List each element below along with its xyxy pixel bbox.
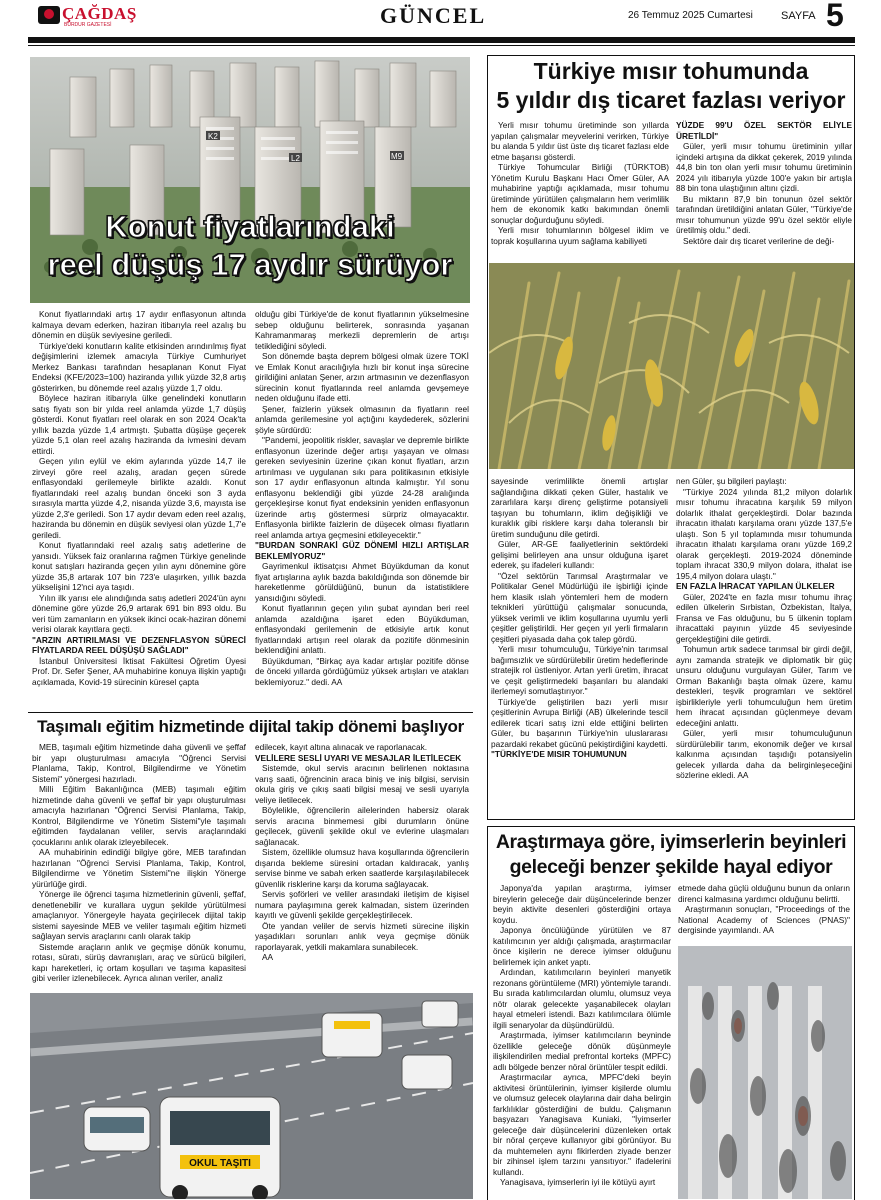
brain-article-col1 [493,883,671,1199]
corn-article-col3 [491,476,668,806]
article-paragraph: Milli Eğitim Bakanlığınca (MEB) taşımalı eğitim hizmetinde daha güvenli ve şeffaf bir yapı oluşturulması amacıyla hazırlanan "Öğrenci Servisi Planlama, Takip, Kontrol, Bilgilendirme ve Yönetim Sistemi"yle taşımalı eğitimden faydalanan veliler, servis araçlarındaki çocuklarını anlık olarak izleyebilecek. [32,784,246,847]
housing-headline-line1: Konut fiyatlarındaki [105,209,395,244]
building-label-m9: M9 [391,152,403,161]
corn-photo [489,263,854,469]
article-subheading: "ARZIN ARTIRILMASI VE DEZENFLASYON SÜRECİ FİYATLARDA REEL DÜŞÜŞÜ SAĞLADI" [32,634,246,655]
article-paragraph: Araştırmacılar ayrıca, MPFC'deki beyin aktivitesi örüntülerinin, iyimser kişilerde olumlu ve olumsuz gelecek olaylarına dair daha belirgin farklılıklar gösterdiğini de buldu. Çalışmanın başyazarı Yanagisava Kuniaki, "İyimserler geleceğe dair düşüncelerini düzenleken ortak bir nöral çerçeve kullanıyor gibi görünüyor. Bu da muhtemelen aynı fikirlerden ziyade benzer bir zihinsel işlem tarzını yansıtıyor." ifadelerini kullandı. [493,1072,671,1177]
header-rule-thin [28,45,855,46]
brain-article-col2 [678,883,850,943]
brain-headline-line1: Araştırmaya göre, iyimserlerin beyinleri [495,831,847,853]
school-bus-sign: OKUL TAŞITI [189,1158,251,1169]
article-paragraph: Yılın ilk yarısı ele alındığında satış adetleri 2024'ün aynı dönemine göre yüzde 26,9 artarak 691 bin 893 oldu. Bu veri tüm zamanların en yüksek ikinci ocak-haziran dönemi verisi olarak kayıtlara geçti. [32,592,246,634]
building-label-l2: L2 [291,154,300,163]
article-paragraph: AA muhabirinin edindiği bilgiye göre, MEB tarafından hazırlanan "Öğrenci Servisi Planlama, Takip, Kontrol, Bilgilendirme ve Yönetim Sistemi"ne ilişkin Yönerge yürürlüğe girdi. [32,847,246,889]
corn-article-col2 [676,120,852,262]
article-paragraph: Gayrimenkul iktisatçısı Ahmet Büyükduman da konut fiyat artışlarına aylık bazda bakıldığında son dönemde bir hareketlenme görüldüğünü, bunun da istatistiklere yansıdığını söyledi. [255,561,469,603]
article-subheading: VELİLERE SESLİ UYARI VE MESAJLAR İLETİLECEK [255,752,462,763]
article-paragraph: Sistemde, okul servis aracının belirlenen noktasına varış saati, öğrencinin araca biniş ve iniş bilgisi, servisin okula giriş ve çıkış saati bilgisi mesaj ve sesli uyarıyla veliye iletilecek. [255,763,469,805]
corn-headline [487,57,855,115]
logo-name: ÇAĞDAŞ [62,4,137,23]
article-paragraph: Ardından, katılımcıların beyinleri manyetik rezonans görüntüleme (MRI) yöntemiyle tarandı. Bu sırada katılımcılardan olumlu, olumsuz veya nötr olarak gelecekte yaşanabilecek olayları hayal etmeleri istendi. Bazı katılımcılara ölümle ilgili senaryolar da düşündürüldü. [493,967,671,1030]
article-paragraph: Şener, faizlerin yüksek olmasının da fiyatların reel anlamda gerilemesine yol açtığını kaydederek, sözlerini şöyle sürdürdü: [255,403,469,435]
article-subheading: YÜZDE 99'U ÖZEL SEKTÖR ELİYLE ÜRETİLDİ" [676,120,852,141]
corn-box-left-border [487,55,488,820]
article-paragraph: Sektöre dair dış ticaret verilerine de deği- [683,235,835,246]
article-paragraph: Konut fiyatlarının geçen yılın şubat ayından beri reel anlamda azaldığına işaret eden Büyükduman, enflasyondaki gerilemenin de etkisiyle artık konut fiyatlarındaki artışın reel olarak da pozitife dönmesinin beklendiğini anlattı. [255,603,469,655]
logo-emblem-icon [38,6,60,24]
corn-headline-line1: Türkiye mısır tohumunda [533,58,809,84]
section-title: GÜNCEL [380,3,487,28]
page-header [0,0,881,36]
bus-article-col2 [255,742,469,990]
article-paragraph: Türkiye'deki konutların kalite etkisinden arındırılmış fiyat değişimlerini izlemek amacıyla Türkiye Cumhuriyet Merkez Bankası tarafından hesaplanan Konut Fiyat Endeksi (KFE/2023=100) haziranda yıllık yüzde 32,8 artış gösterirken, bu dönemde reel azalış yüzde 1,7 oldu. [32,340,246,393]
article-paragraph: Japonya'da yapılan araştırma, iyimser bireylerin geleceğe dair düşüncelerinde benzer beyin aktivite desenleri gösterdiğini ortaya koydu. [493,883,671,925]
article-paragraph: "Pandemi, jeopolitik riskler, savaşlar ve depremle birlikte enflasyonun üzerinde değer artışı yaşayan ve olması gereken seviyesinin üzerine çıkan konut fiyatları, arzın artırılması ve uygulanan sıkı para politikasının etkisiyle son 17 aydır enflasyonun altında kalmıştır. Yıl sonu enflasyonu beklendiği gibi yüzde 24-28 aralığında gerçekleşirse konut fiyat endeksinin yeniden enflasyonun üzerinde artış göstermesi sürpriz olmayacaktır. Enflasyonla birlikte faizlerin de düşecek olması fiyatların reel anlamda artıya geçmesini etkileyecektir." [255,435,469,540]
brain-headline [488,830,854,880]
page-number: 5 [826,0,844,33]
corn-article-col4 [676,476,852,816]
housing-headline [30,208,470,284]
housing-article-col2 [255,309,469,707]
newspaper-logo[interactable] [38,6,150,30]
article-paragraph: nen Güler, şu bilgileri paylaştı: [676,476,787,486]
article-paragraph: Güler, 2024'te en fazla mısır tohumu ihraç edilen ülkelerin Sırbistan, Özbekistan, İtalya, Fransa ve Fas olduğunu, bu 5 ülkenin toplam ihracattaki payının yüzde 45 seviyesinde gerçekleştiğini dile getirdi. [676,591,852,644]
building-label-k2: K2 [208,132,218,141]
brain-box-left-border [487,826,488,1200]
article-paragraph: olduğu gibi Türkiye'de de konut fiyatlarının yükselmesine sebep olduğunu belirterek, sonrasında yaşanan Kahramanmaraş merkezli depremlerin de artışı tetiklediğini söyledi. [255,309,469,351]
article-paragraph: Geçen yılın eylül ve ekim aylarında yüzde 14,7 ile zirveyi göre reel azalış, aradan geçen sürede enflasyondaki gerilemeyle birlikte azaldı. Konut fiyatlarındaki reel azalış bundan önceki son 3 ayda sırasıyla martta yüzde 4,2, nisanda yüzde 3,6, mayısta ise yüzde 2,3'e geriledi. Son 17 aydır devam eden reel azalış, haziranda bu dönemin en düşük seviyesi olan yüzde 1,7'e geriledi. [32,456,246,540]
article-subheading: "TÜRKİYE'DE MISIR TOHUMUNUN [491,749,627,759]
article-subheading: EN FAZLA İHRACAT YAPILAN ÜLKELER [676,581,835,591]
article-paragraph: Son dönemde başta deprem bölgesi olmak üzere TOKİ ve Emlak Konut aracılığıyla hızlı bir konut inşa sürecine girildiğini anlatan Şener, arzın artmasının ve dezenflasyon sürecinin konut fiyatlarında reel anlamda gevşemeye neden olduğunu ifade etti. [255,351,469,403]
corn-box-top-border [487,55,855,56]
article-paragraph: Türkiye'de geliştirilen bazı yerli mısır çeşitlerinin Avrupa Birliği (AB) ülkelerinde tescil edilerek ticari satış izni elde ettiğini belirten Güler, bu başarının Türkiye'nin uluslararası pazardaki rekabet gücünü pekiştirdiğini kaydetti. [491,696,668,749]
bus-article-top-rule [28,712,473,713]
article-paragraph: "Türkiye 2024 yılında 81,2 milyon dolarlık mısır tohumu ihracatına karşılık 59 milyon dolarlık ithalat gerçekleştirdi. Dolar bazında ihracatın ithalatı karşılama oranı yüzde 137,5'e ulaştı. Son 5 yıl toplamında mısır tohumunda ihracatın ithalatı karşılama oranı yüzde 169,2 olarak gerçekleşti. 2019-2024 döneminde toplam ihracat 330,9 milyon dolara, ithalat ise 195,4 milyon dolara ulaştı." [676,486,852,581]
article-paragraph: sayesinde verimlilikte önemli artışlar sağlandığına dikkati çeken Güler, hastalık ve zararlılara karşı direnç geliştirme potansiyeli taşıyan bu tohumların, iklim değişikliği ve kuraklık gibi risklere karşı daha toleranslı bir üretim sunduğunu dile getirdi. [491,476,668,539]
article-paragraph: "Özel sektörün Tarımsal Araştırmalar ve Politikalar Genel Müdürlüğü ile işbirliği içinde hem klasik ıslah yöntemleri hem de modern teknikleri yürüttüğü çalışmalar sonucunda, yüksek verimli ve iklim koşullarına uyumlu yerli çeşitler geliştirildi. Her geçen yıl yerli firmaların çeşitleri piyasada daha çok talep gördü. [491,570,668,644]
article-paragraph: Konut fiyatlarındaki artış 17 aydır enflasyonun altında kalmaya devam ederken, haziran itibarıyla reel azalış bu dönemin en düşük seviyesine geriledi. [32,309,246,340]
article-paragraph: AA [262,952,274,962]
article-paragraph: Sistemde araçların anlık ve geçmişe dönük konumu, rotası, süratı, sürüş davranışları, araç ve sürücü bilgileri, kapı hareketleri, iç ortam koşulları ve taşıma kapasitesi gibi veriler izlenebilecek. Ayrıca alınan veriler, analiz [32,941,246,983]
page-label: SAYFA [781,10,816,22]
bus-article-col1 [32,742,246,990]
article-paragraph: Yerli mısır tohumlarının bölgesel iklim ve toprak koşullarına uyum sağlama kabiliyeti [491,225,669,246]
bus-headline: Taşımalı eğitim hizmetinde dijital takip dönemi başlıyor [37,717,464,736]
header-rule-thick [28,37,855,43]
housing-headline-line2: reel düşüş 17 aydır sürüyor [47,247,453,282]
article-paragraph: İstanbul Üniversitesi İktisat Fakültesi Öğretim Üyesi Prof. Dr. Sefer Şener, AA muhabirine konuya ilişkin yaptığı açıklamada, Kovid-19 sürecinin küresel çapta [32,655,246,687]
corn-headline-line2: 5 yıldır dış ticaret fazlası veriyor [496,87,846,113]
article-paragraph: Araştırmada, iyimser katılımcıların beyninde özellikle geleceğe dönük düşünmeyle ilişkilendirilen medial prefrontal korteks (MPFC) adlı bölgede benzer nöral örüntüler tespit edildi. [493,1030,671,1072]
corn-box-right-border [854,55,855,820]
article-paragraph: MEB, taşımalı eğitim hizmetinde daha güvenli ve şeffaf bir yapı oluşturulması amacıyla "Öğrenci Servisi Planlama, Takip, Kontrol, Bilgilendirme ve Yönetim Sistemi" yönergesi hazırladı. [32,742,246,784]
brain-box-top-border [487,826,855,827]
article-paragraph: Böylece haziran itibarıyla ülke genelindeki konutların satış fiyatı son bir yılda reel anlamda yüzde 1,7 düşüş gösterdi. Konut fiyatları reel olarak en son 2024 Ocak'ta yıllık bazda yüzde 1,4 artmıştı. Şubatta düşüşe geçerek yüzde 5,1 olan reel azalış haziranda da ivmesini devam ettirdi. [32,393,246,456]
school-bus-photo [30,993,473,1199]
article-paragraph: Türkiye Tohumcular Birliği (TÜRKTOB) Yönetim Kurulu Başkanı Hacı Ömer Güler, AA muhabirine yaptığı açıklamada, mısır tohumu üretiminde yürütülen çalışmaların hem verimlilik hem de ekonomik katkı bakımından önemli sonuçlar doğurduğunu söyledi. [491,162,669,225]
article-paragraph: Bu miktarın 87,9 bin tonunun özel sektör tarafından üretildiğini anlatan Güler, "Türkiye'de mısır tohumunun yüzde 99'u özel sektör eliyle üretilmiş oldu." dedi. [676,193,852,235]
article-paragraph: Yerli mısır tohumculuğu, Türkiye'nin tarımsal bağımsızlık ve sürdürülebilir üretim hedeflerinde stratejik rol üstleniyor. Artan yerli üretim, ihracat ve çeşit geliştirmedeki başarıları bu alandaki ilerlemeyi somutlaştırıyor." [491,644,668,696]
brain-box-right-border [854,826,855,1200]
corn-box-bottom-border [487,819,855,820]
brain-headline-line2: geleceği benzer şekilde hayal ediyor [509,856,833,878]
logo-subtitle: BURDUR GAZETESİ [64,22,112,28]
article-paragraph: Konut fiyatlarındaki reel azalış satış adetlerine de yansıdı. Yüksek faiz oranlarına rağmen Türkiye genelinde konut satışları haziranda geçen yılın aynı dönemine göre yüzde 35,8 artarak 107 bin 723'e ulaşırken, yıllık bazda yükselişini 12'nci aya taşıdı. [32,540,246,592]
article-subheading: "BURDAN SONRAKİ GÜZ DÖNEMİ HIZLI ARTIŞLAR BEKLEMİYORUZ" [255,540,469,561]
crowd-photo [678,946,852,1199]
issue-date: 26 Temmuz 2025 Cumartesi [628,10,753,21]
article-paragraph: Böylelikle, öğrencilerin ailelerinden habersiz olarak servis aracına binmemesi gibi durumların önüne geçilecek, güvenli şekilde okul ve evlerine ulaşmaları sağlanacak. [255,805,469,847]
article-paragraph: Büyükduman, "Birkaç aya kadar artışlar pozitife dönse de önceki yıllarda gördüğümüz yüksek artışları ve atakları beklemiyoruz." dedi. AA [255,655,469,687]
article-paragraph: Güler, AR-GE faaliyetlerinin sektördeki gelişimi belirleyen ana unsur olduğuna işaret ederek, şu ifadeleri kullandı: [491,539,668,570]
article-paragraph: Yanagisava, iyimserlerin iyi ile kötüyü ayırt [500,1177,656,1187]
article-paragraph: Tohumun artık sadece tarımsal bir girdi değil, aynı zamanda stratejik ve diplomatik bir güç unsuru olduğunu vurgulayan Güler, Tarım ve Orman Bakanlığı başta olmak üzere, kamu destekleri, teşvik programları ve sektörel işbirlikleriyle yerli tohumculuğun hem üretim hem ihracat açısından güçlenmeye devam edeceğini anlattı. [676,644,852,728]
article-paragraph: etmede daha güçlü olduğunu bunun da onların direnci kalmasına yardımcı olduğunu belirtti. [678,883,850,904]
article-paragraph: Öte yandan veliler de servis hizmeti sürecine ilişkin yaşadıkları sorunları anlık veya geçmişe dönük raporlayarak, yetkili makamlara sunabilecek. [255,920,469,952]
article-paragraph: Sistem, özellikle olumsuz hava koşullarında öğrencilerin dışarıda bekleme süresini ortadan kaldıracak, yanlış servise binme ve sabah erken saatlerde karşılaşılabilecek güvenlik risklerine karşı da koruma sağlayacak. [255,847,469,889]
article-paragraph: Güler, yerli mısır tohumu üretiminin yıllar içindeki artışına da dikkat çekerek, 2019 yılında 44,8 bin ton olan yerli mısır tohumu üretiminin 2024 yılı itibarıyla yüzde 100'e yakın bir artışla 88 bin tona ulaştığının altını çizdi. [676,141,852,193]
article-paragraph: Araştırmanın sonuçları, "Proceedings of the National Academy of Sciences (PNAS)" dergisinde yayımlandı. AA [678,904,850,935]
article-paragraph: Güler, yerli mısır tohumculuğunun sürdürülebilir tarım, ekonomik değer ve kırsal kalkınma açısından taşıdığı potansiyelin gelecek yıllarda daha da belirginleşeceğini sözlerine ekledi. AA [676,728,852,780]
article-paragraph: edilecek, kayıt altına alınacak ve raporlanacak. [255,742,428,752]
article-paragraph: Servis şoförleri ve veliler arasındaki iletişim de kişisel numara paylaşımına gerek kalmadan, sistem üzerinden kayıtlı ve güvenli şekilde gerçekleştirilecek. [255,889,469,920]
article-paragraph: Japonya öncülüğünde yürütülen ve 87 katılımcının yer aldığı çalışmada, araştırmacılar önce kişilerin ne derece iyimser olduğunu belirlemek için anket yaptı. [493,925,671,967]
housing-article-col1 [32,309,246,707]
article-paragraph: Yönerge ile öğrenci taşıma hizmetlerinin güvenli, şeffaf, denetlenebilir ve kurallara uygun şekilde yürütülmesi amaçlanıyor. Yönergeyle hayata geçirilecek dijital takip sistemi sayesinde MEB ve veliler taşımalı eğitim hizmeti sağlayan servis araçlarını canlı olarak takip [32,889,246,941]
corn-article-col1 [491,120,669,262]
corn-headline-box [487,55,855,117]
article-paragraph: Yerli mısır tohumu üretiminde son yıllarda yapılan çalışmalar meyvelerini verirken, Türkiye bu alanda 5 yıldır üst üste dış ticaret fazlası elde etme başarısı gösterdi. [491,120,669,162]
